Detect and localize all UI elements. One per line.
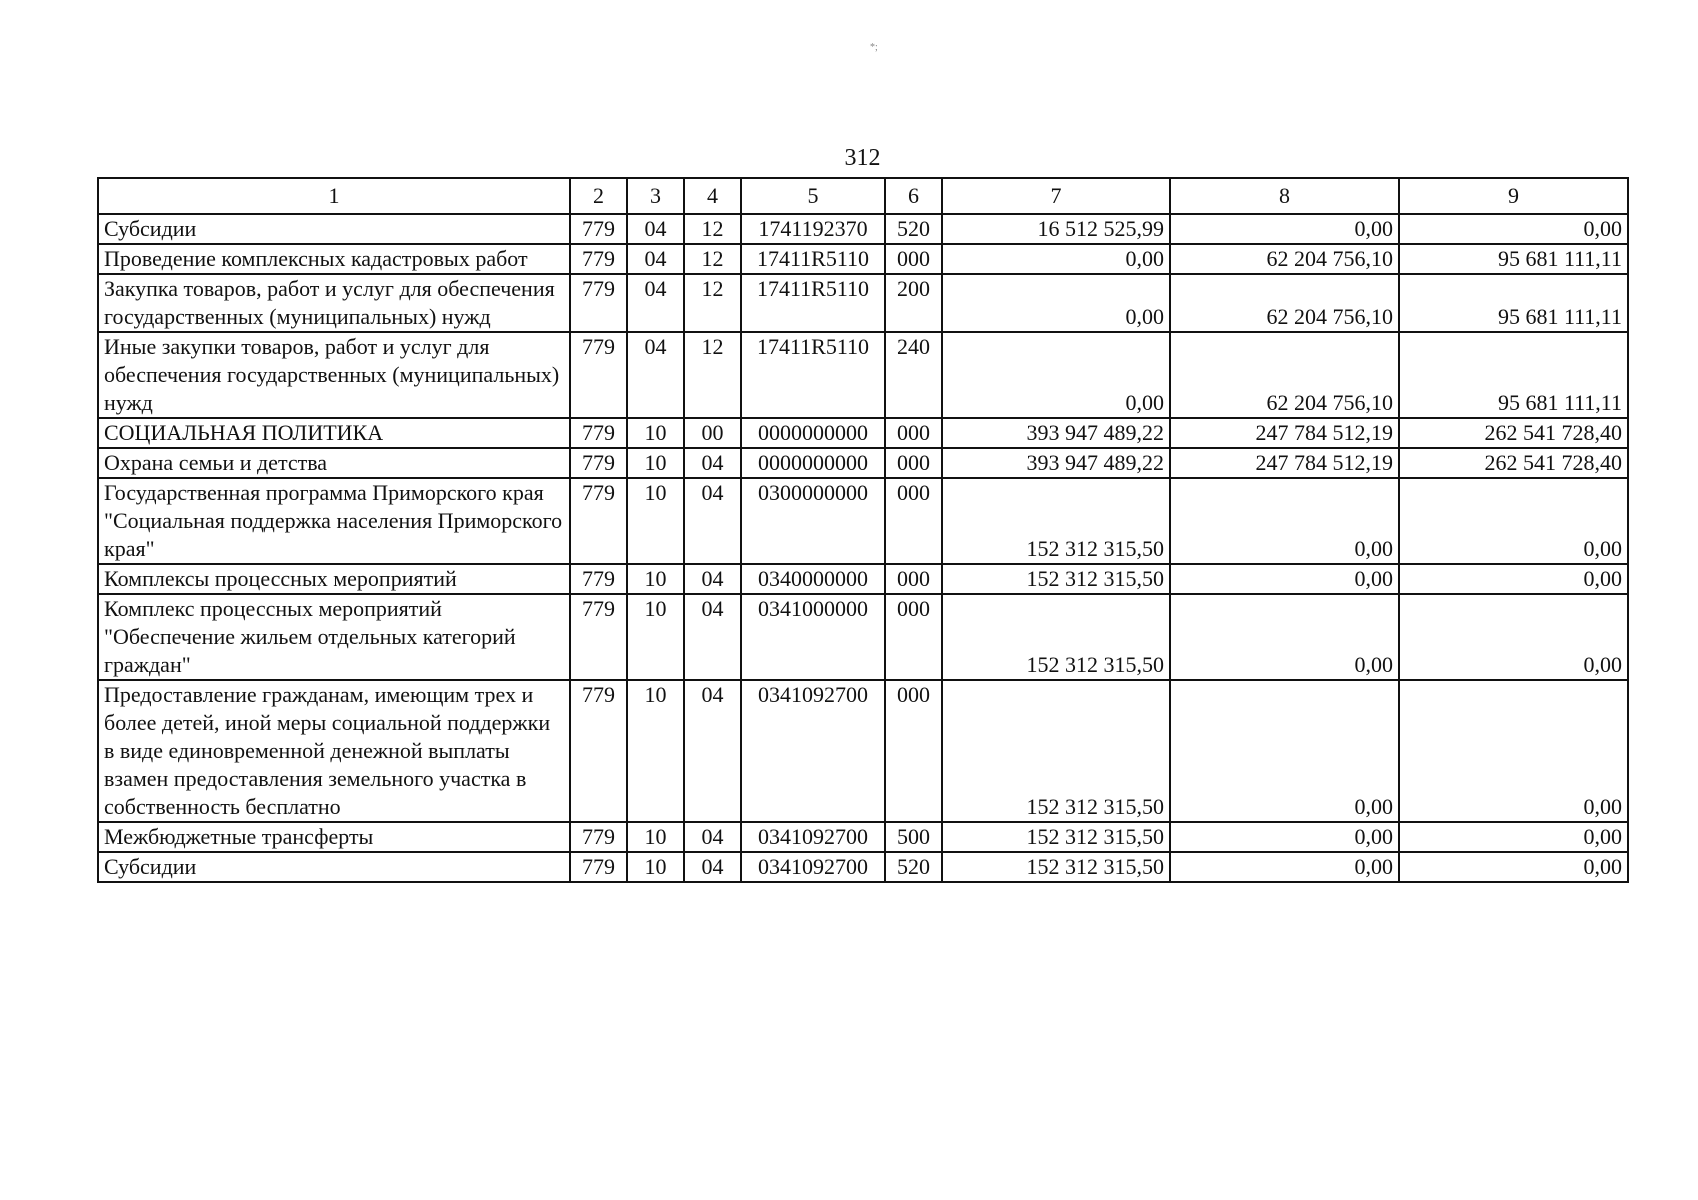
code-cell: 10 (627, 852, 684, 882)
item-name: Комплекс процессных мероприятий "Обеспечение жильем отдельных категорий граждан" (98, 594, 570, 680)
amount-cell: 95 681 111,11 (1399, 274, 1628, 332)
table-row (98, 822, 1628, 852)
code-cell: 04 (684, 564, 741, 594)
amount-cell: 152 312 315,50 (942, 680, 1170, 822)
code-cell: 0000000000 (741, 418, 885, 448)
code-cell: 779 (570, 822, 627, 852)
code-cell: 779 (570, 680, 627, 822)
amount-cell: 247 784 512,19 (1170, 448, 1399, 478)
code-cell: 000 (885, 680, 942, 822)
amount-cell: 0,00 (1399, 822, 1628, 852)
amount-cell: 0,00 (1399, 564, 1628, 594)
amount-cell: 0,00 (942, 244, 1170, 274)
code-cell: 0341092700 (741, 680, 885, 822)
item-name: Межбюджетные трансферты (98, 822, 570, 852)
code-cell: 04 (684, 680, 741, 822)
amount-cell: 393 947 489,22 (942, 418, 1170, 448)
code-cell: 04 (684, 448, 741, 478)
item-name: Субсидии (98, 852, 570, 882)
code-cell: 04 (627, 332, 684, 418)
code-cell: 779 (570, 852, 627, 882)
table-row (98, 274, 1628, 332)
column-header: 2 (570, 178, 627, 214)
code-cell: 0300000000 (741, 478, 885, 564)
code-cell: 10 (627, 822, 684, 852)
table-row (98, 564, 1628, 594)
amount-cell: 0,00 (1170, 822, 1399, 852)
code-cell: 17411R5110 (741, 332, 885, 418)
amount-cell: 262 541 728,40 (1399, 418, 1628, 448)
code-cell: 0341092700 (741, 852, 885, 882)
amount-cell: 0,00 (1170, 594, 1399, 680)
code-cell: 000 (885, 418, 942, 448)
code-cell: 779 (570, 332, 627, 418)
code-cell: 520 (885, 852, 942, 882)
code-cell: 779 (570, 478, 627, 564)
code-cell: 17411R5110 (741, 274, 885, 332)
code-cell: 10 (627, 478, 684, 564)
amount-cell: 0,00 (1170, 478, 1399, 564)
amount-cell: 0,00 (1399, 680, 1628, 822)
code-cell: 0341092700 (741, 822, 885, 852)
amount-cell: 0,00 (942, 274, 1170, 332)
code-cell: 12 (684, 274, 741, 332)
table-row (98, 594, 1628, 680)
code-cell: 000 (885, 244, 942, 274)
code-cell: 10 (627, 680, 684, 822)
amount-cell: 62 204 756,10 (1170, 244, 1399, 274)
amount-cell: 152 312 315,50 (942, 564, 1170, 594)
column-header: 8 (1170, 178, 1399, 214)
column-number-row (98, 178, 1628, 214)
amount-cell: 262 541 728,40 (1399, 448, 1628, 478)
amount-cell: 16 512 525,99 (942, 214, 1170, 244)
amount-cell: 0,00 (1170, 564, 1399, 594)
amount-cell: 95 681 111,11 (1399, 244, 1628, 274)
item-name: Государственная программа Приморского края "Социальная поддержка населения Приморского края" (98, 478, 570, 564)
code-cell: 10 (627, 448, 684, 478)
code-cell: 17411R5110 (741, 244, 885, 274)
item-name: Охрана семьи и детства (98, 448, 570, 478)
amount-cell: 152 312 315,50 (942, 852, 1170, 882)
code-cell: 12 (684, 244, 741, 274)
table-row (98, 214, 1628, 244)
column-header: 3 (627, 178, 684, 214)
amount-cell: 95 681 111,11 (1399, 332, 1628, 418)
amount-cell: 0,00 (1170, 680, 1399, 822)
code-cell: 0341000000 (741, 594, 885, 680)
code-cell: 000 (885, 478, 942, 564)
code-cell: 10 (627, 564, 684, 594)
amount-cell: 152 312 315,50 (942, 822, 1170, 852)
amount-cell: 247 784 512,19 (1170, 418, 1399, 448)
code-cell: 779 (570, 274, 627, 332)
code-cell: 04 (684, 822, 741, 852)
item-name: Предоставление гражданам, имеющим трех и более детей, иной меры социальной поддержки в виде единовременной денежной выплаты взамен предоставления земельного участка в собственность бесплатно (98, 680, 570, 822)
table-row (98, 448, 1628, 478)
page-number: 312 (844, 145, 881, 171)
code-cell: 04 (684, 594, 741, 680)
code-cell: 000 (885, 594, 942, 680)
amount-cell: 0,00 (1399, 594, 1628, 680)
code-cell: 500 (885, 822, 942, 852)
code-cell: 779 (570, 214, 627, 244)
code-cell: 0000000000 (741, 448, 885, 478)
item-name: Иные закупки товаров, работ и услуг для обеспечения государственных (муниципальных) нужд (98, 332, 570, 418)
column-header: 9 (1399, 178, 1628, 214)
code-cell: 04 (627, 244, 684, 274)
column-header: 1 (98, 178, 570, 214)
code-cell: 12 (684, 332, 741, 418)
code-cell: 04 (627, 274, 684, 332)
code-cell: 520 (885, 214, 942, 244)
table-row (98, 418, 1628, 448)
amount-cell: 152 312 315,50 (942, 594, 1170, 680)
column-header: 5 (741, 178, 885, 214)
item-name: СОЦИАЛЬНАЯ ПОЛИТИКА (98, 418, 570, 448)
table-row (98, 244, 1628, 274)
code-cell: 779 (570, 564, 627, 594)
column-header: 6 (885, 178, 942, 214)
amount-cell: 62 204 756,10 (1170, 332, 1399, 418)
code-cell: 779 (570, 418, 627, 448)
item-name: Проведение комплексных кадастровых работ (98, 244, 570, 274)
code-cell: 779 (570, 244, 627, 274)
table-body (98, 214, 1628, 882)
budget-table (97, 177, 1629, 883)
code-cell: 000 (885, 564, 942, 594)
table-row (98, 332, 1628, 418)
code-cell: 200 (885, 274, 942, 332)
column-header: 4 (684, 178, 741, 214)
code-cell: 04 (684, 852, 741, 882)
code-cell: 000 (885, 448, 942, 478)
amount-cell: 0,00 (1399, 478, 1628, 564)
amount-cell: 0,00 (1170, 214, 1399, 244)
code-cell: 779 (570, 448, 627, 478)
code-cell: 10 (627, 418, 684, 448)
code-cell: 10 (627, 594, 684, 680)
code-cell: 12 (684, 214, 741, 244)
amount-cell: 62 204 756,10 (1170, 274, 1399, 332)
code-cell: 04 (684, 478, 741, 564)
table-row (98, 680, 1628, 822)
code-cell: 1741192370 (741, 214, 885, 244)
amount-cell: 0,00 (1399, 852, 1628, 882)
scan-speck: *; (870, 42, 878, 53)
item-name: Комплексы процессных мероприятий (98, 564, 570, 594)
code-cell: 240 (885, 332, 942, 418)
column-header: 7 (942, 178, 1170, 214)
code-cell: 0340000000 (741, 564, 885, 594)
amount-cell: 0,00 (1170, 852, 1399, 882)
code-cell: 04 (627, 214, 684, 244)
code-cell: 00 (684, 418, 741, 448)
item-name: Субсидии (98, 214, 570, 244)
amount-cell: 152 312 315,50 (942, 478, 1170, 564)
amount-cell: 393 947 489,22 (942, 448, 1170, 478)
amount-cell: 0,00 (1399, 214, 1628, 244)
amount-cell: 0,00 (942, 332, 1170, 418)
table-row (98, 478, 1628, 564)
code-cell: 779 (570, 594, 627, 680)
item-name: Закупка товаров, работ и услуг для обеспечения государственных (муниципальных) нужд (98, 274, 570, 332)
table-row (98, 852, 1628, 882)
